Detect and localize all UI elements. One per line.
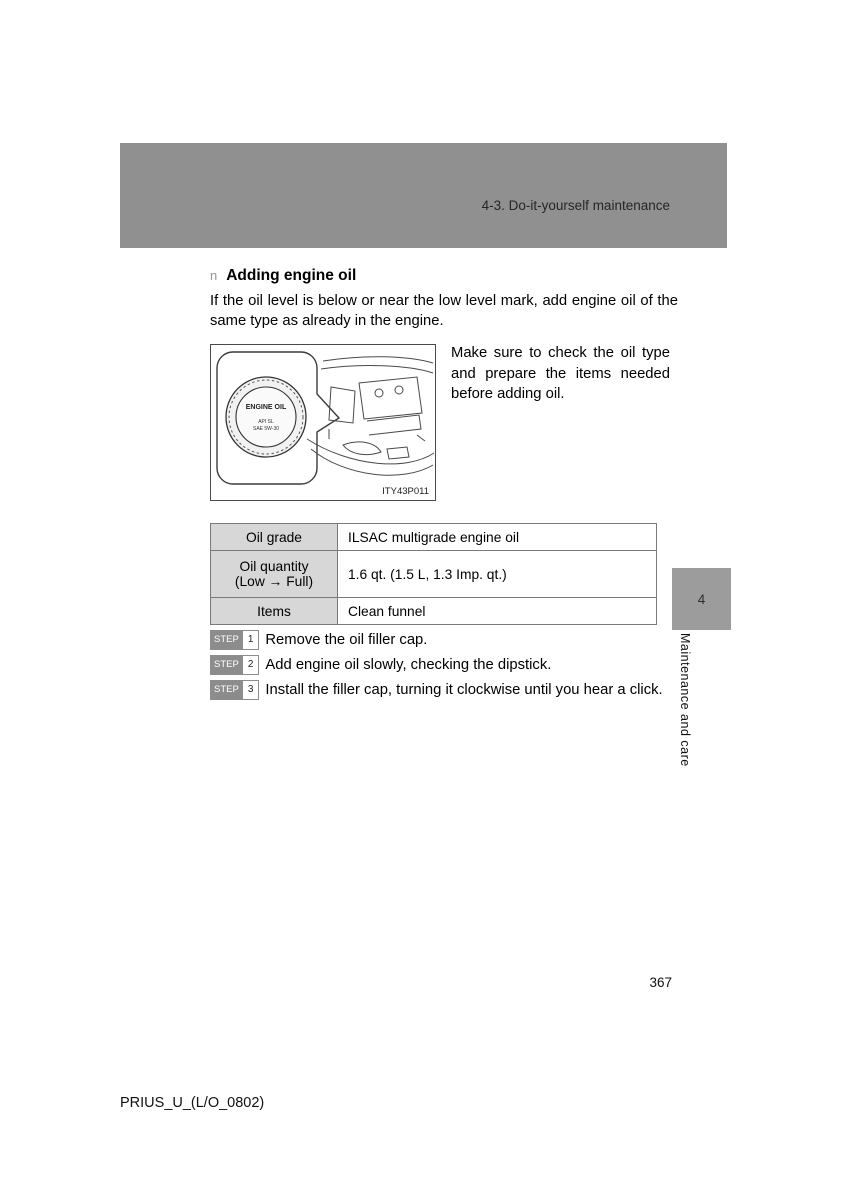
row-label: Items <box>211 598 338 625</box>
step-text: Add engine oil slowly, checking the dipstick. <box>265 657 552 673</box>
row-label-line2: (Low → Full) <box>234 574 314 589</box>
row-value: Clean funnel <box>338 598 657 625</box>
figure-caption: ITY43P011 <box>382 486 429 497</box>
oil-spec-table <box>210 523 657 625</box>
step-item <box>210 680 680 700</box>
section-title: Adding engine oil <box>226 267 357 284</box>
side-note-paragraph: Make sure to check the oil type and prepare the items needed before adding oil. <box>451 345 670 402</box>
table-row <box>211 524 657 551</box>
step-badge <box>210 655 259 675</box>
step-badge <box>210 680 259 700</box>
square-bullet-icon: n <box>210 268 218 283</box>
step-badge-number: 1 <box>243 630 260 650</box>
step-badge-word: STEP <box>210 680 243 700</box>
engine-bay-illustration <box>211 345 435 500</box>
step-item <box>210 630 680 650</box>
table-row <box>211 598 657 625</box>
table-row <box>211 551 657 598</box>
steps-list <box>210 630 680 705</box>
document-code: PRIUS_U_(L/O_0802) <box>120 1095 265 1111</box>
step-item <box>210 655 680 675</box>
row-label-line1: Oil quantity <box>239 559 309 574</box>
intro-paragraph: If the oil level is below or near the low level mark, add engine oil of the same type as already in the engine. <box>210 293 678 329</box>
step-badge-word: STEP <box>210 655 243 675</box>
row-label: Oil grade <box>211 524 338 551</box>
page-number: 367 <box>649 975 672 990</box>
cap-label-engine-oil: ENGINE OIL <box>245 404 287 411</box>
step-badge-word: STEP <box>210 630 243 650</box>
row-label <box>211 551 338 598</box>
step-text: Remove the oil filler cap. <box>265 632 428 648</box>
step-badge <box>210 630 259 650</box>
chapter-tab: 4 <box>672 568 731 630</box>
row-value: 1.6 qt. (1.5 L, 1.3 Imp. qt.) <box>338 551 657 598</box>
step-text: Install the filler cap, turning it clockwise until you hear a click. <box>265 682 663 698</box>
chapter-title-vertical: Maintenance and care <box>678 633 692 767</box>
engine-oil-figure <box>210 344 436 501</box>
breadcrumb: 4-3. Do-it-yourself maintenance <box>481 198 670 213</box>
section-heading <box>210 267 356 285</box>
step-badge-number: 3 <box>243 680 260 700</box>
row-value: ILSAC multigrade engine oil <box>338 524 657 551</box>
cap-label-sae: SAE 5W-30 <box>252 426 280 432</box>
step-badge-number: 2 <box>243 655 260 675</box>
cap-label-api: API SL <box>258 419 274 425</box>
chapter-header-bar <box>120 143 727 248</box>
